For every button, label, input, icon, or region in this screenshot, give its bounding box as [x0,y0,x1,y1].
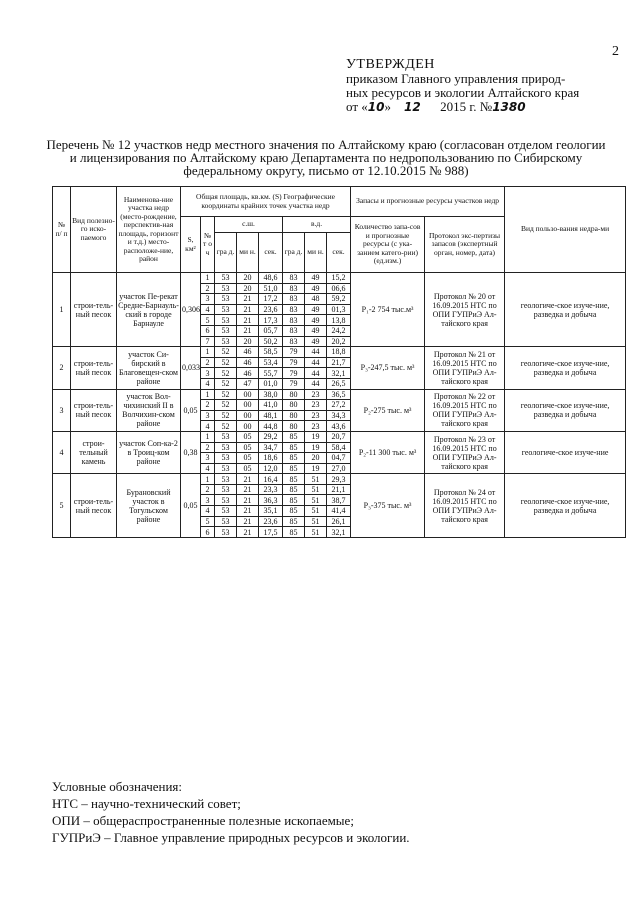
expertise-protocol: Протокол № 24 от 16.09.2015 НТС по ОПИ ГУПРиЭ Ал-тайского края [425,474,505,538]
lat-sec: 44,8 [259,421,283,432]
lat-deg: 53 [215,431,237,442]
reserves-quantity: P₃-375 тыс. м³ [351,474,425,538]
lat-min: 46 [237,368,259,379]
point-number: 1 [201,347,215,358]
lon-sec: 21,1 [327,484,351,495]
lon-min: 19 [305,442,327,453]
lat-min: 47 [237,378,259,389]
lon-deg: 80 [283,421,305,432]
expertise-protocol: Протокол № 22 от 16.09.2015 НТС по ОПИ ГУПРиЭ Ал-тайского края [425,389,505,431]
lat-deg: 52 [215,368,237,379]
point-number: 5 [201,315,215,326]
lat-min: 21 [237,484,259,495]
lat-min: 21 [237,294,259,305]
mineral-kind: строи-тель-ный песок [71,474,117,538]
header-lon-min: ми н. [305,233,327,273]
reserves-quantity: P₂-275 тыс. м³ [351,389,425,431]
lon-min: 48 [305,294,327,305]
lon-deg: 80 [283,389,305,400]
lon-sec: 18,8 [327,347,351,358]
point-number: 5 [201,516,215,527]
lon-min: 19 [305,463,327,474]
lat-deg: 52 [215,410,237,421]
point-row [53,347,626,358]
legend-title: Условные обозначения: [52,779,183,794]
lat-min: 46 [237,347,259,358]
lat-sec: 01,0 [259,378,283,389]
lon-min: 49 [305,315,327,326]
lon-deg: 85 [283,484,305,495]
point-number: 4 [201,421,215,432]
lon-sec: 27,0 [327,463,351,474]
lon-min: 19 [305,431,327,442]
lon-sec: 04,7 [327,453,351,464]
lon-deg: 83 [283,294,305,305]
lat-deg: 53 [215,273,237,284]
lat-deg: 53 [215,283,237,294]
lon-min: 51 [305,495,327,506]
lat-min: 00 [237,400,259,411]
lon-deg: 85 [283,527,305,538]
header-reserves: Запасы и прогнозные ресурсы участков недр [351,187,505,217]
lat-sec: 34,7 [259,442,283,453]
lon-sec: 26,1 [327,516,351,527]
header-lon-deg: гра д. [283,233,305,273]
lat-min: 21 [237,527,259,538]
lon-min: 44 [305,378,327,389]
lon-deg: 85 [283,442,305,453]
lat-deg: 52 [215,389,237,400]
header-lat: с.ш. [215,217,283,233]
lat-sec: 16,4 [259,474,283,485]
lat-min: 05 [237,453,259,464]
header-qty: Количество запа-сов и прогнозные ресурсы (с ука-занием катего-рии) (ед.изм.) [351,217,425,273]
area-name: участок Си-бирский в Благовещен-ском районе [117,347,181,389]
lon-sec: 26,5 [327,378,351,389]
lat-min: 00 [237,421,259,432]
area-size: 0,033 [181,347,201,389]
lon-deg: 79 [283,357,305,368]
lat-sec: 12,0 [259,463,283,474]
point-number: 4 [201,506,215,517]
document-heading: Перечень № 12 участков недр местного значения по Алтайскому краю (согласован отделом геологии и лицензирования по Алтайскому краю Департамента по недропользованию по Сибирскому федеральному округу, письмо от 12.10.2015 № 988) [46,137,606,178]
area-name: участок Вол-чихинский II в Волчихин-ском районе [117,389,181,431]
point-row [53,389,626,400]
point-number: 2 [201,484,215,495]
lon-min: 49 [305,336,327,347]
lon-deg: 85 [283,495,305,506]
lat-deg: 53 [215,304,237,315]
lat-sec: 17,5 [259,527,283,538]
point-row [53,431,626,442]
lat-sec: 36,3 [259,495,283,506]
lat-sec: 41,0 [259,400,283,411]
approval-year: 2015 г. [440,99,477,114]
area-size: 0,05 [181,389,201,431]
lon-deg: 80 [283,400,305,411]
lon-sec: 21,7 [327,357,351,368]
approval-day: 10 [367,100,385,114]
point-number: 1 [201,431,215,442]
lat-deg: 52 [215,421,237,432]
lon-deg: 79 [283,347,305,358]
legend-item: ГУПРиЭ – Главное управление природных ресурсов и экологии. [52,830,410,845]
lon-min: 23 [305,400,327,411]
point-row [53,273,626,284]
lon-sec: 20,2 [327,336,351,347]
lat-min: 21 [237,304,259,315]
lon-min: 23 [305,410,327,421]
lat-sec: 18,6 [259,453,283,464]
lon-sec: 38,7 [327,495,351,506]
lat-min: 21 [237,325,259,336]
lon-min: 49 [305,325,327,336]
num-prefix: № [479,99,493,114]
expertise-protocol: Протокол № 20 от 16.09.2015 НТС по ОПИ ГУПРиЭ Ал-тайского края [425,273,505,347]
lat-sec: 17,3 [259,315,283,326]
lat-deg: 52 [215,378,237,389]
lon-min: 49 [305,273,327,284]
point-number: 2 [201,400,215,411]
use-type: геологиче-ское изуче-ние, разведка и добыча [505,273,626,347]
lat-min: 21 [237,516,259,527]
page-number: 2 [612,44,619,59]
lon-sec: 32,1 [327,368,351,379]
lon-sec: 27,2 [327,400,351,411]
lat-deg: 52 [215,400,237,411]
lat-sec: 29,2 [259,431,283,442]
point-number: 4 [201,378,215,389]
row-number: 4 [53,431,71,473]
date-prefix: от « [346,99,368,114]
lat-min: 05 [237,463,259,474]
legend-item: НТС – научно-технический совет; [52,796,241,811]
header-lon: в.д. [283,217,351,233]
point-number: 4 [201,304,215,315]
lat-sec: 23,3 [259,484,283,495]
reserves-quantity: P₃-247,5 тыс. м³ [351,347,425,389]
lat-min: 21 [237,474,259,485]
lat-deg: 52 [215,357,237,368]
lon-min: 44 [305,368,327,379]
lat-min: 21 [237,495,259,506]
point-number: 6 [201,325,215,336]
lat-min: 20 [237,336,259,347]
lon-deg: 85 [283,474,305,485]
lon-sec: 43,6 [327,421,351,432]
lon-deg: 85 [283,516,305,527]
lon-deg: 79 [283,378,305,389]
reserves-quantity: P₁-2 754 тыс.м³ [351,273,425,347]
lat-min: 00 [237,389,259,400]
header-lon-sec: сек. [327,233,351,273]
lon-deg: 85 [283,506,305,517]
mineral-kind: строи-тельный камень [71,431,117,473]
lat-sec: 17,2 [259,294,283,305]
lon-min: 44 [305,347,327,358]
lat-sec: 48,1 [259,410,283,421]
point-number: 2 [201,283,215,294]
header-lat-sec: сек. [259,233,283,273]
lat-deg: 53 [215,516,237,527]
approval-block [346,58,616,114]
header-lat-deg: гра д. [215,233,237,273]
lat-min: 20 [237,273,259,284]
lat-min: 05 [237,431,259,442]
use-type: геологиче-ское изуче-ние, разведка и добыча [505,474,626,538]
lon-min: 49 [305,304,327,315]
lon-min: 23 [305,421,327,432]
lon-min: 51 [305,484,327,495]
point-number: 3 [201,294,215,305]
point-number: 3 [201,410,215,421]
approval-line-2: ных ресурсов и экологии Алтайского края [346,85,580,100]
lat-sec: 55,7 [259,368,283,379]
lon-deg: 83 [283,325,305,336]
lat-deg: 53 [215,336,237,347]
lon-deg: 83 [283,336,305,347]
lat-deg: 53 [215,506,237,517]
lon-sec: 15,2 [327,273,351,284]
lat-sec: 51,0 [259,283,283,294]
lat-deg: 52 [215,347,237,358]
lon-deg: 85 [283,463,305,474]
lat-sec: 58,5 [259,347,283,358]
lon-min: 51 [305,506,327,517]
lon-deg: 80 [283,410,305,421]
lon-min: 51 [305,527,327,538]
point-number: 1 [201,389,215,400]
lon-min: 20 [305,453,327,464]
area-size: 0,05 [181,474,201,538]
lon-deg: 85 [283,431,305,442]
lat-deg: 53 [215,325,237,336]
lon-deg: 83 [283,283,305,294]
use-type: геологиче-ское изуче-ние [505,431,626,473]
approval-line-1: приказом Главного управления природ- [346,71,566,86]
lon-deg: 83 [283,273,305,284]
lon-min: 51 [305,516,327,527]
lat-sec: 50,2 [259,336,283,347]
header-s: S, км² [181,217,201,273]
expertise-protocol: Протокол № 21 от 16.09.2015 НТС по ОПИ ГУПРиЭ Ал-тайского края [425,347,505,389]
header-use: Вид пользо-вания недра-ми [505,187,626,273]
lon-min: 49 [305,283,327,294]
mineral-kind: строи-тель-ный песок [71,389,117,431]
lat-deg: 53 [215,294,237,305]
lat-deg: 53 [215,495,237,506]
lat-deg: 53 [215,527,237,538]
area-name: участок Соп-ка-2 в Троиц-ком районе [117,431,181,473]
header-name: Наименова-ние участка недр (место-рождение, перспектив-ная площадь, горизонт и т.д.) место-расположе-ние, район [117,187,181,273]
point-number: 3 [201,368,215,379]
lon-sec: 20,7 [327,431,351,442]
lon-sec: 58,4 [327,442,351,453]
lat-sec: 23,6 [259,516,283,527]
lat-deg: 53 [215,453,237,464]
header-kind: Вид полезно-го иско-паемого [71,187,117,273]
point-number: 2 [201,442,215,453]
lon-min: 23 [305,389,327,400]
subsoil-areas-table [52,186,626,538]
area-name: участок Пе-рекат Средне-Барнауль-ский в городе Барнауле [117,273,181,347]
point-number: 3 [201,453,215,464]
row-number: 1 [53,273,71,347]
approval-number: 1380 [492,100,526,114]
reserves-quantity: P₂-11 300 тыс. м³ [351,431,425,473]
lat-min: 21 [237,506,259,517]
lon-sec: 41,4 [327,506,351,517]
header-coords: Общая площадь, кв.км. (S) Географические координаты крайних точек участка недр [181,187,351,217]
lon-sec: 36,5 [327,389,351,400]
lat-min: 46 [237,357,259,368]
approval-title: УТВЕРЖДЕН [346,57,435,72]
header-lat-min: ми н. [237,233,259,273]
lat-sec: 23,6 [259,304,283,315]
header-num: № п/ п [53,187,71,273]
area-size: 0,306 [181,273,201,347]
area-name: Бурановский участок в Тогульском районе [117,474,181,538]
lon-sec: 06,6 [327,283,351,294]
lat-sec: 38,0 [259,389,283,400]
row-number: 5 [53,474,71,538]
lon-sec: 34,3 [327,410,351,421]
lon-sec: 24,2 [327,325,351,336]
mineral-kind: строи-тель-ный песок [71,347,117,389]
header-point: № т о ч [201,217,215,273]
lat-min: 20 [237,283,259,294]
date-mid: » [384,99,391,114]
lon-sec: 13,8 [327,315,351,326]
point-number: 6 [201,527,215,538]
lon-min: 44 [305,357,327,368]
lat-deg: 53 [215,474,237,485]
lon-deg: 83 [283,315,305,326]
point-number: 3 [201,495,215,506]
use-type: геологиче-ское изуче-ние, разведка и добыча [505,389,626,431]
lon-deg: 79 [283,368,305,379]
point-number: 7 [201,336,215,347]
lon-sec: 29,3 [327,474,351,485]
lat-sec: 48,6 [259,273,283,284]
row-number: 2 [53,347,71,389]
legend-item: ОПИ – общераспространенные полезные ископаемые; [52,813,354,828]
lon-deg: 85 [283,453,305,464]
point-number: 2 [201,357,215,368]
use-type: геологиче-ское изуче-ние, разведка и добыча [505,347,626,389]
lat-deg: 53 [215,484,237,495]
point-number: 4 [201,463,215,474]
mineral-kind: строи-тель-ный песок [71,273,117,347]
row-number: 3 [53,389,71,431]
lat-sec: 35,1 [259,506,283,517]
point-number: 1 [201,273,215,284]
header-protocol: Протокол экс-пертизы запасов (экспертный орган, номер, дата) [425,217,505,273]
lat-sec: 53,4 [259,357,283,368]
lat-deg: 53 [215,463,237,474]
approval-date-line [346,100,616,114]
lon-min: 51 [305,474,327,485]
lat-deg: 53 [215,315,237,326]
lat-min: 21 [237,315,259,326]
expertise-protocol: Протокол № 23 от 16.09.2015 НТС по ОПИ ГУПРиЭ Ал-тайского края [425,431,505,473]
lat-deg: 53 [215,442,237,453]
point-row [53,474,626,485]
point-number: 1 [201,474,215,485]
lon-sec: 59,2 [327,294,351,305]
approval-month: 12 [403,100,421,114]
lat-min: 05 [237,442,259,453]
lon-sec: 32,1 [327,527,351,538]
lon-sec: 01,3 [327,304,351,315]
legend [52,778,410,846]
lon-deg: 83 [283,304,305,315]
lat-sec: 05,7 [259,325,283,336]
lat-min: 00 [237,410,259,421]
area-size: 0,38 [181,431,201,473]
